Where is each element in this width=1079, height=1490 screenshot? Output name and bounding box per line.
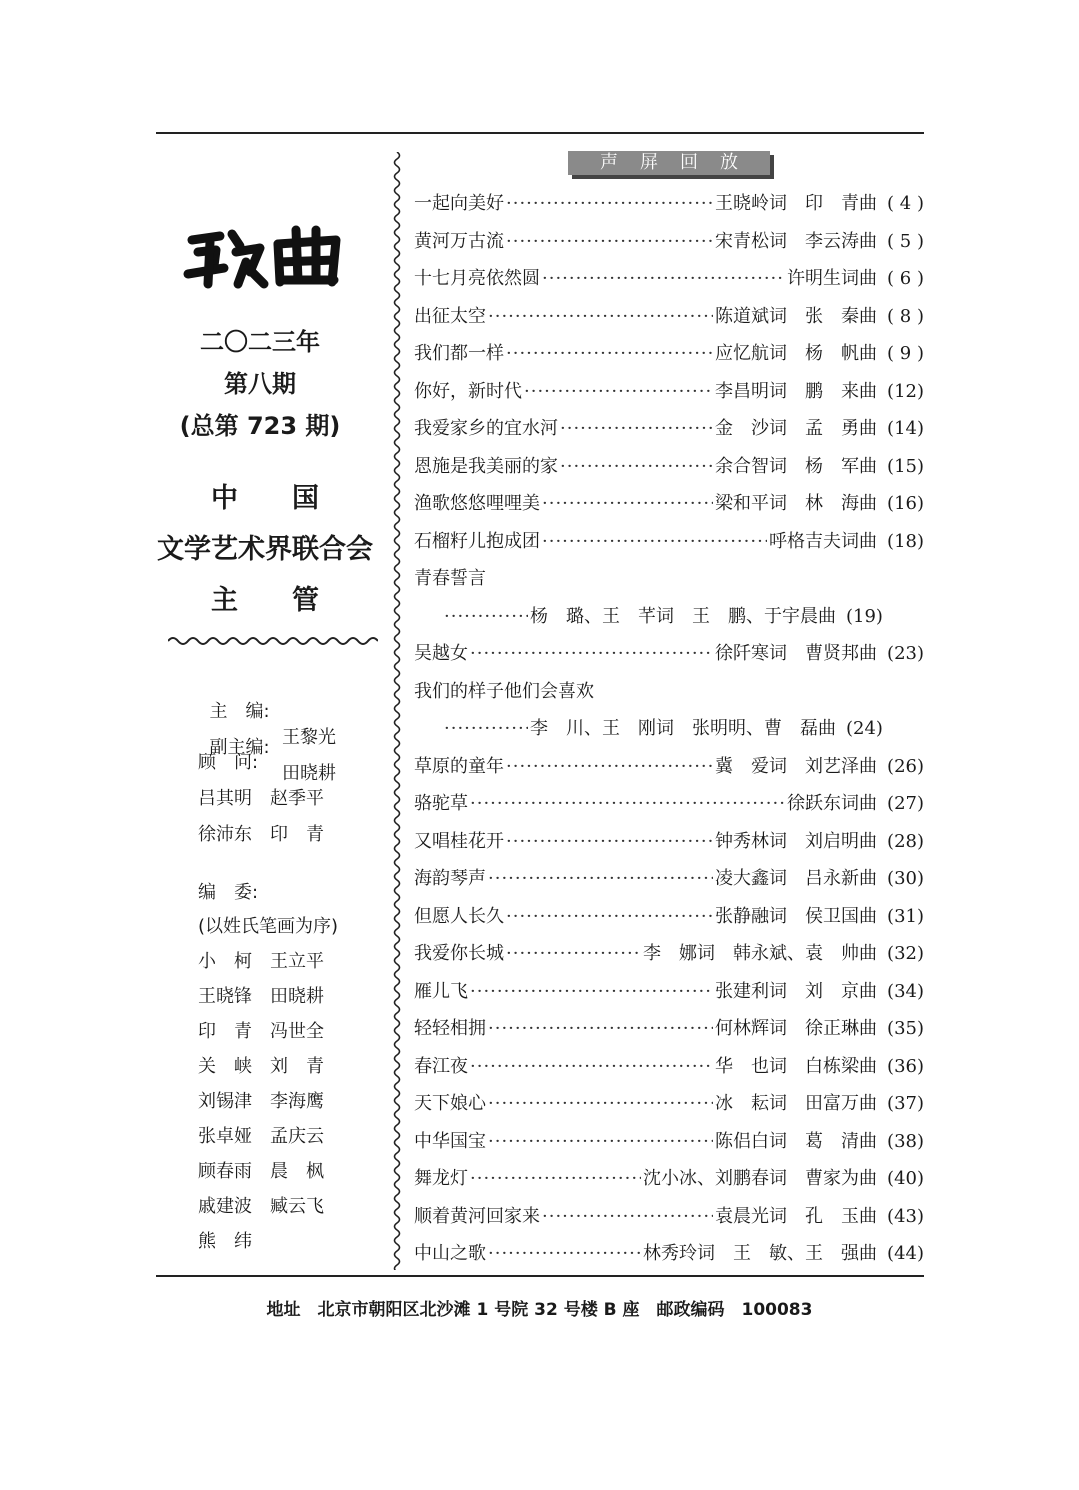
toc-leader-dots <box>470 1056 713 1077</box>
toc-page-number: (30) <box>887 868 924 889</box>
toc-credits: 呼格吉夫词曲 <box>769 530 878 552</box>
toc-leader-dots <box>488 306 713 327</box>
toc-entry <box>414 789 924 819</box>
toc-leader-dots <box>560 418 713 439</box>
toc-leader-dots <box>444 718 528 739</box>
magazine-logo <box>180 222 350 292</box>
ornament-divider <box>168 634 378 648</box>
toc-entry <box>414 1052 924 1082</box>
toc-entry <box>414 527 924 557</box>
toc-leader-dots <box>506 831 713 852</box>
toc-leader-dots <box>506 193 713 214</box>
board-member-row: 熊 纬 <box>198 1231 252 1252</box>
toc-song-title: 黄河万古流 <box>414 230 504 252</box>
toc-entry <box>414 1202 924 1232</box>
sponsor-line-1: 中 国 <box>211 483 319 514</box>
toc-credits: 梁和平词 林 海曲 <box>715 493 878 514</box>
toc-page-number: (12) <box>887 380 924 402</box>
toc-song-title: 海韵琴声 <box>414 868 486 889</box>
toc-entry <box>414 564 924 594</box>
board-member-row: 关 峡 刘 青 <box>198 1056 324 1077</box>
toc-song-title: 石榴籽儿抱成团 <box>414 530 540 552</box>
toc-page-number: (34) <box>887 980 924 1002</box>
board-member-row: 小 柯 王立平 <box>198 951 324 972</box>
toc-leader-dots <box>506 906 713 927</box>
toc-credits: 钟秀林词 刘启明曲 <box>715 830 878 852</box>
toc-page-number: (26) <box>887 755 924 777</box>
board-member-row: 顾春雨 晨 枫 <box>198 1161 324 1182</box>
toc-leader-dots <box>506 231 713 252</box>
toc-leader-dots <box>470 643 713 664</box>
toc-credits: 金 沙词 孟 勇曲 <box>715 418 878 439</box>
toc-entry <box>414 1089 924 1119</box>
toc-song-title: 顺着黄河回家来 <box>414 1205 540 1227</box>
toc-credits: 王晓岭词 印 青曲 <box>715 193 878 214</box>
toc-leader-dots <box>542 531 767 552</box>
toc-entry <box>414 489 924 519</box>
toc-page-number: (19) <box>846 605 883 627</box>
toc-page-number: (23) <box>887 643 924 664</box>
toc-entry <box>414 264 924 294</box>
toc-leader-dots <box>444 606 528 627</box>
toc-song-title: 一起向美好 <box>414 193 504 214</box>
toc-credits: 应忆航词 杨 帆曲 <box>715 343 878 364</box>
toc-entry <box>414 1239 924 1269</box>
toc-page-number: ( 8 ) <box>887 305 924 327</box>
toc-song-title: 你好，新时代 <box>414 380 522 402</box>
toc-credits: 杨 璐、王 芊词 王 鹏、于宇晨曲 <box>530 605 836 627</box>
toc-entry <box>414 827 924 857</box>
toc-page-number: (44) <box>887 1243 924 1264</box>
toc-leader-dots <box>560 456 713 477</box>
toc-credits: 陈道斌词 张 秦曲 <box>715 305 878 327</box>
column-divider <box>391 152 403 1270</box>
toc-page-number: (32) <box>887 943 924 964</box>
toc-song-title: 又唱桂花开 <box>414 830 504 852</box>
toc-leader-dots <box>488 1131 713 1152</box>
toc-song-title: 轻轻相拥 <box>414 1018 486 1039</box>
toc-leader-dots <box>506 756 713 777</box>
toc-song-title: 我爱你长城 <box>414 943 504 964</box>
toc-credits: 冰 耘词 田富万曲 <box>715 1093 878 1114</box>
toc-page-number: ( 6 ) <box>887 268 924 289</box>
footer-address: 地址 北京市朝阳区北沙滩 1 号院 32 号楼 B 座 邮政编码 100083 <box>266 1300 813 1320</box>
toc-credits: 林秀玲词 王 敏、王 强曲 <box>643 1243 878 1264</box>
chief-editor-name: 王黎光 <box>282 727 336 748</box>
toc-credits: 李昌明词 鹏 来曲 <box>715 380 878 402</box>
toc-credits: 冀 爱词 刘艺泽曲 <box>715 755 878 777</box>
toc-song-title: 春江夜 <box>414 1055 468 1077</box>
toc-song-title: 我们都一样 <box>414 343 504 364</box>
toc-page-number: (35) <box>887 1018 924 1039</box>
toc-entry <box>414 752 924 782</box>
toc-leader-dots <box>506 943 641 964</box>
toc-song-title: 天下娘心 <box>414 1093 486 1114</box>
total-issue: (总第 723 期) <box>179 412 341 440</box>
toc-leader-dots <box>524 381 713 402</box>
toc-song-title: 雁儿飞 <box>414 980 468 1002</box>
toc-leader-dots <box>488 1093 713 1114</box>
toc-entry <box>414 302 924 332</box>
advisors-row-2: 徐沛东 印 青 <box>198 824 324 845</box>
toc-credits: 许明生词曲 <box>787 268 878 289</box>
issue-year: 二〇二三年 <box>200 328 320 356</box>
toc-credits: 李 娜词 韩永斌、袁 帅曲 <box>643 943 878 964</box>
toc-credits: 凌大鑫词 吕永新曲 <box>715 868 878 889</box>
issue-number: 第八期 <box>224 370 296 398</box>
board-member-row: 刘锡津 李海鹰 <box>198 1091 324 1112</box>
toc-page-number: ( 4 ) <box>887 193 924 214</box>
toc-leader-dots <box>488 1243 641 1264</box>
toc-leader-dots <box>542 493 713 514</box>
toc-entry <box>414 902 924 932</box>
toc-page-number: (40) <box>887 1168 924 1189</box>
advisor-label: 顾 问: <box>198 752 259 773</box>
toc-credits: 张静融词 侯卫国曲 <box>715 905 878 927</box>
toc-song-title: 我爱家乡的宜水河 <box>414 418 558 439</box>
board-member-row: 张卓娅 孟庆云 <box>198 1126 324 1147</box>
toc-song-title: 青春誓言 <box>414 568 486 589</box>
toc-page-number: (43) <box>887 1205 924 1227</box>
bottom-rule <box>156 1275 924 1277</box>
board-member-row: 印 青 冯世全 <box>198 1021 324 1042</box>
toc-leader-dots <box>488 1018 713 1039</box>
toc-credits: 徐阡寒词 曹贤邦曲 <box>715 643 878 664</box>
toc-credits: 李 川、王 刚词 张明明、曹 磊曲 <box>530 718 836 739</box>
section-header: 声屏回放 <box>568 151 770 175</box>
toc-credits: 何林辉词 徐正琳曲 <box>715 1018 878 1039</box>
toc-song-title: 十七月亮依然圆 <box>414 268 540 289</box>
toc-page-number: (14) <box>887 418 924 439</box>
toc-page-number: ( 9 ) <box>887 343 924 364</box>
chief-editor-label: 主 编: <box>209 701 270 722</box>
toc-credits: 张建利词 刘 京曲 <box>715 980 878 1002</box>
toc-entry <box>414 227 924 257</box>
deputy-editor-label: 副主编: <box>209 737 270 758</box>
sponsor-line-3: 主 管 <box>211 585 319 616</box>
toc-entry <box>414 1164 924 1194</box>
toc-song-title: 骆驼草 <box>414 793 468 814</box>
toc-entry <box>414 1014 924 1044</box>
board-member-row: 王晓锋 田晓耕 <box>198 986 324 1007</box>
toc-leader-dots <box>488 868 713 889</box>
toc-entry <box>414 1127 924 1157</box>
toc-song-title: 恩施是我美丽的家 <box>414 455 558 477</box>
toc-song-title: 渔歌悠悠哩哩美 <box>414 493 540 514</box>
toc-page-number: (24) <box>846 718 883 739</box>
toc-entry <box>414 677 924 707</box>
toc-page-number: (27) <box>887 793 924 814</box>
toc-leader-dots <box>542 1206 713 1227</box>
toc-credits: 宋青松词 李云涛曲 <box>715 230 878 252</box>
toc-page-number: (18) <box>887 530 924 552</box>
toc-song-title: 舞龙灯 <box>414 1168 468 1189</box>
toc-entry <box>414 714 924 744</box>
board-member-row: 戚建波 臧云飞 <box>198 1196 324 1217</box>
toc-entry <box>414 377 924 407</box>
toc-leader-dots <box>470 1168 641 1189</box>
toc-page-number: (16) <box>887 493 924 514</box>
toc-page-number: (31) <box>887 905 924 927</box>
toc-credits: 沈小冰、刘鹏春词 曹家为曲 <box>643 1168 878 1189</box>
toc-entry <box>414 639 924 669</box>
toc-entry <box>414 414 924 444</box>
advisors-row-1: 吕其明 赵季平 <box>198 788 324 809</box>
toc-page-number: (37) <box>887 1093 924 1114</box>
toc-entry <box>414 602 924 632</box>
toc-page-number: (36) <box>887 1055 924 1077</box>
toc-entry <box>414 189 924 219</box>
toc-credits: 袁晨光词 孔 玉曲 <box>715 1205 878 1227</box>
toc-song-title: 草原的童年 <box>414 755 504 777</box>
toc-entry <box>414 864 924 894</box>
board-note: (以姓氏笔画为序) <box>198 916 339 937</box>
toc-page-number: (28) <box>887 830 924 852</box>
toc-song-title: 但愿人长久 <box>414 905 504 927</box>
toc-song-title: 中山之歌 <box>414 1243 486 1264</box>
toc-entry <box>414 977 924 1007</box>
toc-page-number: (15) <box>887 455 924 477</box>
toc-credits: 徐跃东词曲 <box>787 793 878 814</box>
toc-leader-dots <box>542 268 785 289</box>
toc-leader-dots <box>470 981 713 1002</box>
deputy-editor-name: 田晓耕 <box>282 763 336 784</box>
toc-page-number: (38) <box>887 1130 924 1152</box>
toc-credits: 华 也词 白栋梁曲 <box>715 1055 878 1077</box>
toc-credits: 陈侣白词 葛 清曲 <box>715 1130 878 1152</box>
toc-song-title: 我们的样子他们会喜欢 <box>414 680 594 702</box>
toc-entry <box>414 339 924 369</box>
top-rule <box>156 132 924 134</box>
toc-entry <box>414 452 924 482</box>
toc-song-title: 中华国宝 <box>414 1130 486 1152</box>
toc-credits: 余合智词 杨 军曲 <box>715 455 878 477</box>
toc-page-number: ( 5 ) <box>887 230 924 252</box>
sponsor-line-2: 文学艺术界联合会 <box>157 534 373 565</box>
toc-leader-dots <box>470 793 785 814</box>
toc-song-title: 吴越女 <box>414 643 468 664</box>
board-label: 编 委: <box>198 882 259 903</box>
toc-song-title: 出征太空 <box>414 305 486 327</box>
toc-leader-dots <box>506 343 713 364</box>
toc-entry <box>414 939 924 969</box>
